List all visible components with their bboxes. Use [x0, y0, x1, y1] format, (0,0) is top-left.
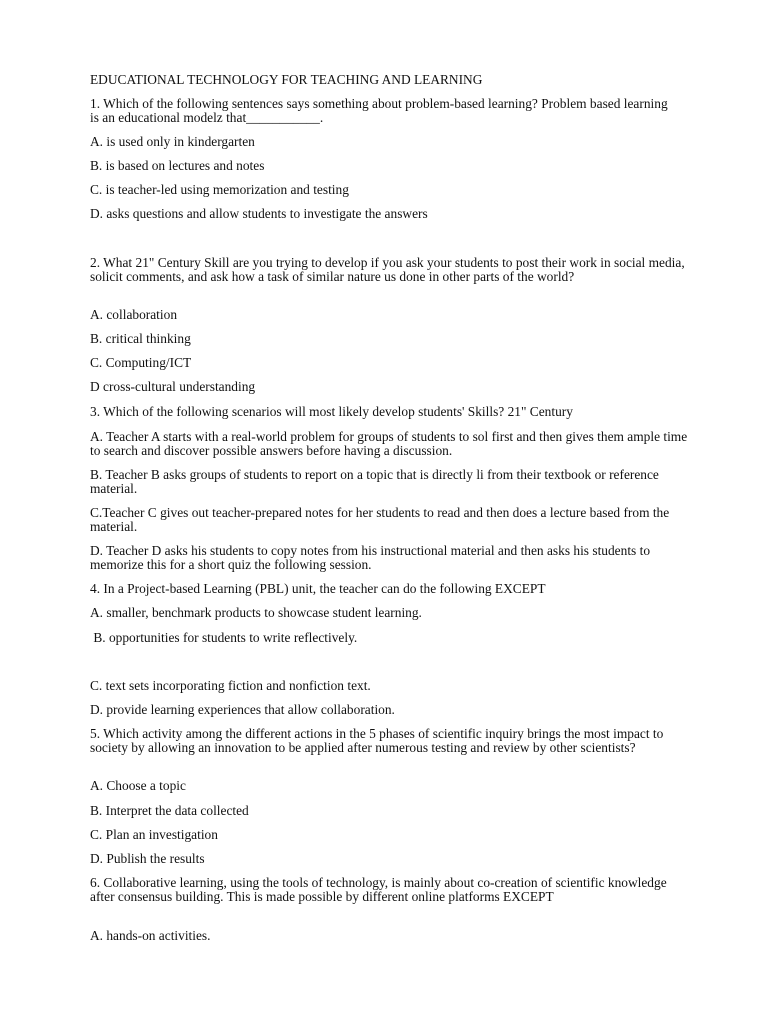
question-4-option-a: A. smaller, benchmark products to showcase student learning. — [90, 605, 422, 620]
question-2-option-d: D cross-cultural understanding — [90, 379, 256, 394]
question-1-option-b: B. is based on lectures and notes — [90, 158, 265, 173]
question-5-option-b: B. Interpret the data collected — [90, 803, 249, 818]
question-4-option-c: C. text sets incorporating fiction and nonfiction text. — [90, 678, 371, 693]
question-5-option-d: D. Publish the results — [90, 851, 205, 866]
question-1-option-a: A. is used only in kindergarten — [90, 134, 255, 149]
question-5-option-a: A. Choose a topic — [90, 778, 186, 793]
question-2-option-a: A. collaboration — [90, 307, 178, 322]
question-6-option-a: A. hands-on activities. — [90, 928, 211, 943]
question-3-option-a: A. Teacher A starts with a real-world problem for groups of students to sol first and then gives them ample time to search and discover possible answers before having a discussion. — [90, 429, 688, 458]
question-4-stem: 4. In a Project-based Learning (PBL) unit, the teacher can do the following EXCEPT — [90, 581, 546, 596]
question-1-option-c: C. is teacher-led using memorization and testing — [90, 182, 349, 197]
question-3-option-c: C.Teacher C gives out teacher-prepared notes for her students to read and then does a lecture based from the material. — [90, 505, 670, 534]
question-2-stem: 2. What 21" Century Skill are you trying to develop if you ask your students to post their work in social media, solicit comments, and ask how a task of similar nature us done in other parts of the world? — [90, 255, 685, 284]
question-6-stem: 6. Collaborative learning, using the tools of technology, is mainly about co-creation of scientific knowledge after consensus building. This is made possible by different online platforms EXCEPT — [90, 875, 667, 904]
question-5-option-c: C. Plan an investigation — [90, 827, 218, 842]
question-3-option-d: D. Teacher D asks his students to copy notes from his instructional material and then asks his students to memorize this for a short quiz the following session. — [90, 543, 651, 572]
question-4-option-b: B. opportunities for students to write reflectively. — [90, 630, 358, 645]
question-2-option-b: B. critical thinking — [90, 331, 191, 346]
question-1-stem: 1. Which of the following sentences says something about problem-based learning? Problem based learning is an educational modelz that___________. — [90, 96, 668, 125]
question-3-stem: 3. Which of the following scenarios will most likely develop students' Skills? 21" Century — [90, 404, 573, 419]
question-1-option-d: D. asks questions and allow students to investigate the answers — [90, 206, 428, 221]
question-3-option-b: B. Teacher B asks groups of students to report on a topic that is directly li from their textbook or reference material. — [90, 467, 659, 496]
question-4-option-d: D. provide learning experiences that allow collaboration. — [90, 702, 395, 717]
document-title: EDUCATIONAL TECHNOLOGY FOR TEACHING AND LEARNING — [90, 72, 483, 87]
question-5-stem: 5. Which activity among the different actions in the 5 phases of scientific inquiry brings the most impact to society by allowing an innovation to be applied after numerous testing and review by other scientists? — [90, 726, 664, 755]
question-2-option-c: C. Computing/ICT — [90, 355, 192, 370]
